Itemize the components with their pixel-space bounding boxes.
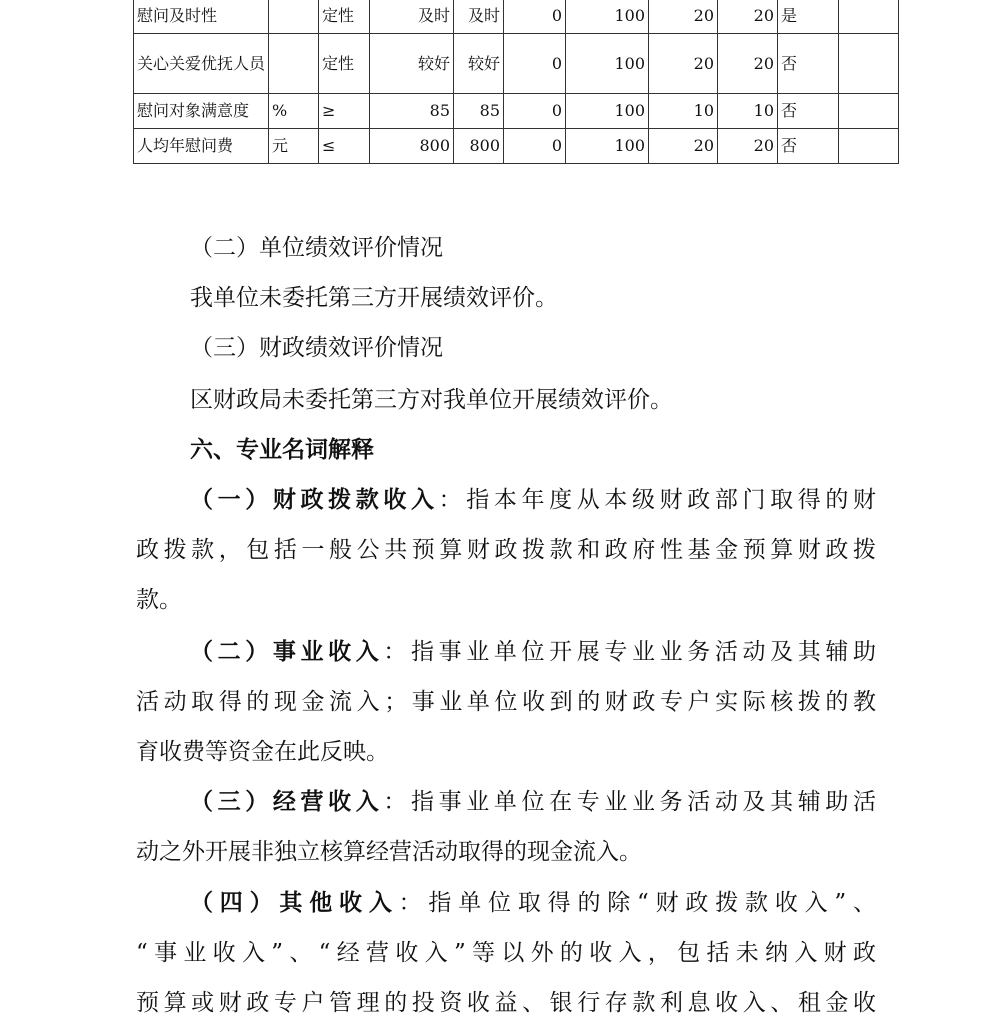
table-cell: 人均年慰问费 bbox=[134, 129, 269, 164]
text: ：指事业单位开展专业业务活动及其辅助 bbox=[383, 639, 876, 665]
heading-terms: 六、专业名词解释 bbox=[190, 436, 374, 463]
table-cell: 0 bbox=[504, 129, 566, 164]
term: （一）财政拨款收入 bbox=[190, 486, 439, 513]
table-cell: 0 bbox=[504, 94, 566, 129]
heading-unit-evaluation: （二）单位绩效评价情况 bbox=[190, 235, 443, 261]
table-cell bbox=[839, 129, 899, 164]
table-cell: 关心关爱优抚人员 bbox=[134, 34, 269, 94]
table-cell: 10 bbox=[718, 94, 778, 129]
term: （二）事业收入 bbox=[190, 638, 384, 665]
table-cell: 100 bbox=[566, 94, 649, 129]
table-cell: 否 bbox=[778, 94, 839, 129]
text: ：指单位取得的除“财政拨款收入”、 bbox=[398, 890, 876, 916]
table-cell: 否 bbox=[778, 129, 839, 164]
table-cell: 及时 bbox=[454, 0, 504, 34]
table-cell: 20 bbox=[718, 129, 778, 164]
table-cell: 慰问及时性 bbox=[134, 0, 269, 34]
table-cell: 定性 bbox=[319, 34, 370, 94]
paragraph-line: 育收费等资金在此反映。 bbox=[136, 739, 389, 765]
table-row bbox=[134, 129, 899, 164]
table-cell: 20 bbox=[649, 34, 718, 94]
table-cell: 100 bbox=[566, 34, 649, 94]
table-cell: 85 bbox=[370, 94, 454, 129]
table-cell: 85 bbox=[454, 94, 504, 129]
table-cell: ≥ bbox=[319, 94, 370, 129]
table-cell bbox=[269, 34, 319, 94]
paragraph-line: 动之外开展非独立核算经营活动取得的现金流入。 bbox=[136, 839, 642, 865]
table-cell: 元 bbox=[269, 129, 319, 164]
paragraph-line: 款。 bbox=[136, 587, 182, 613]
table-cell: 较好 bbox=[454, 34, 504, 94]
term-line bbox=[190, 878, 876, 928]
text: ：指本年度从本级财政部门取得的财 bbox=[438, 487, 876, 513]
table-cell: ≤ bbox=[319, 129, 370, 164]
paragraph-line: 预算或财政专户管理的投资收益、银行存款利息收入、租金收 bbox=[136, 990, 876, 1016]
table-cell: 慰问对象满意度 bbox=[134, 94, 269, 129]
table-cell: 800 bbox=[454, 129, 504, 164]
table-cell: 20 bbox=[718, 34, 778, 94]
table-cell: 0 bbox=[504, 0, 566, 34]
term: （四）其他收入 bbox=[190, 889, 399, 916]
paragraph-line: “事业收入”、“经营收入”等以外的收入，包括未纳入财政 bbox=[136, 940, 876, 966]
table-cell: 20 bbox=[649, 129, 718, 164]
table-cell: 10 bbox=[649, 94, 718, 129]
paragraph: 我单位未委托第三方开展绩效评价。 bbox=[190, 285, 558, 311]
table-cell: 20 bbox=[649, 0, 718, 34]
table-cell: 较好 bbox=[370, 34, 454, 94]
table-cell: 100 bbox=[566, 129, 649, 164]
table-cell: 及时 bbox=[370, 0, 454, 34]
performance-table bbox=[133, 0, 899, 164]
paragraph: 区财政局未委托第三方对我单位开展绩效评价。 bbox=[190, 387, 673, 413]
table-cell bbox=[839, 34, 899, 94]
table-cell: % bbox=[269, 94, 319, 129]
table-cell bbox=[269, 0, 319, 34]
table-cell: 20 bbox=[718, 0, 778, 34]
table-cell: 800 bbox=[370, 129, 454, 164]
table-cell: 0 bbox=[504, 34, 566, 94]
term: （三）经营收入 bbox=[190, 788, 384, 815]
paragraph-line: 政拨款，包括一般公共预算财政拨款和政府性基金预算财政拨 bbox=[136, 537, 876, 563]
table-cell: 否 bbox=[778, 34, 839, 94]
term-line bbox=[190, 777, 876, 827]
table-cell: 定性 bbox=[319, 0, 370, 34]
table-cell bbox=[839, 94, 899, 129]
table-cell: 是 bbox=[778, 0, 839, 34]
heading-finance-evaluation: （三）财政绩效评价情况 bbox=[190, 335, 443, 361]
term-line bbox=[190, 627, 876, 677]
term-line bbox=[190, 475, 876, 525]
table-row bbox=[134, 0, 899, 34]
paragraph-line: 活动取得的现金流入；事业单位收到的财政专户实际核拨的教 bbox=[136, 689, 876, 715]
table-cell: 100 bbox=[566, 0, 649, 34]
table-row bbox=[134, 34, 899, 94]
table-row bbox=[134, 94, 899, 129]
text: ：指事业单位在专业业务活动及其辅助活 bbox=[383, 789, 876, 815]
table-cell bbox=[839, 0, 899, 34]
